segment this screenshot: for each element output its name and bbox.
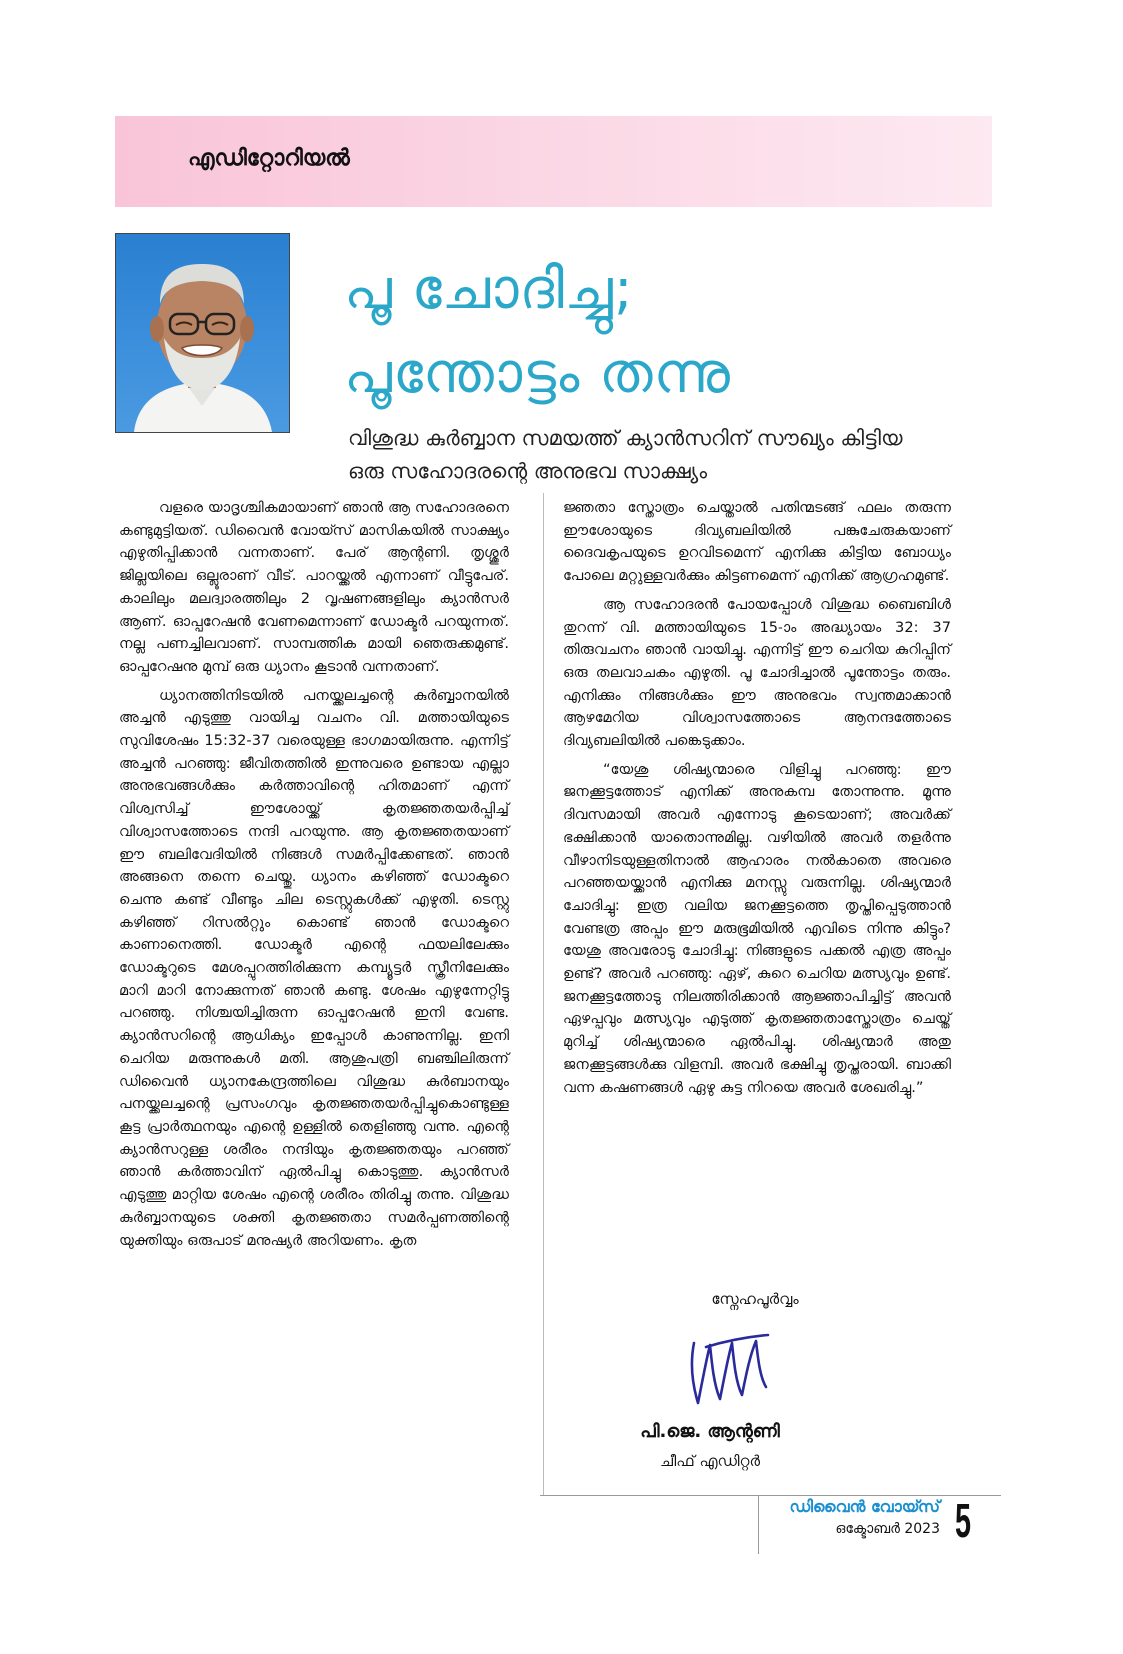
author-photo bbox=[115, 233, 290, 433]
body-paragraph: ധ്യാനത്തിനിടയിൽ പനയ്ക്കലച്ചന്റെ കുർബ്ബാനയിൽ അച്ചൻ എടുത്തു വായിച്ച വചനം വി. മത്തായിയുടെ സുവിശേഷം 15:32-37 വരെയുള്ള ഭാഗമായിരുന്നു. എന്നിട്ട് അച്ചൻ പറഞ്ഞു: ജീവിതത്തിൽ ഇന്നുവരെ ഉണ്ടായ എല്ലാ അനുഭവങ്ങൾക്കും കർത്താവിന്റെ ഹിതമാണ് എന്ന് വിശ്വസിച്ച് ഈശോയ്ക്ക് കൃതജ്ഞതയർപ്പിച്ച് വിശ്വാസത്തോടെ നന്ദി പറയുന്നു. ആ കൃതജ്ഞതയാണ് ഈ ബലിവേദിയിൽ നിങ്ങൾ സമർപ്പിക്കേണ്ടത്. ഞാൻ അങ്ങനെ തന്നെ ചെയ്തു. ധ്യാനം കഴിഞ്ഞ് ഡോക്ടറെ ചെന്നു കണ്ട് വീണ്ടും ചില ടെസ്റ്റുകൾക്ക് എഴുതി. ടെസ്റ്റു കഴിഞ്ഞ് റിസൽറ്റും കൊണ്ട് ഞാൻ ഡോക്ടറെ കാണാനെത്തി. ഡോക്ടർ എന്റെ ഫയലിലേക്കും ഡോക്ടറുടെ മേശപ്പുറത്തിരിക്കുന്ന കമ്പ്യൂട്ടർ സ്ക്രീനിലേക്കും മാറി മാറി നോക്കുന്നത് ഞാൻ കണ്ടു. ശേഷം എഴുന്നേറ്റിട്ടു പറഞ്ഞു. നിശ്ചയിച്ചിരുന്ന ഓപ്പറേഷൻ ഇനി വേണ്ട. ക്യാൻസറിന്റെ ആധിക്യം ഇപ്പോൾ കാണുന്നില്ല. ഇനി ചെറിയ മരുന്നുകൾ മതി. ആശുപത്രി ബഞ്ചിലിരുന്ന് ഡിവൈൻ ധ്യാനകേന്ദ്രത്തിലെ വിശുദ്ധ കുർബാനയും പനയ്ക്കലച്ചന്റെ പ്രസംഗവും കൃതജ്ഞതയർപ്പിച്ചുകൊണ്ടുള്ള കൂട്ട പ്രാർത്ഥനയും എന്റെ ഉള്ളിൽ തെളിഞ്ഞു വന്നു. എന്റെ ക്യാൻസറുള്ള ശരീരം നന്ദിയും കൃതജ്ഞതയും പറഞ്ഞ് ഞാൻ കർത്താവിന് ഏൽപിച്ചു കൊടുത്തു. ക്യാൻസർ എടുത്തു മാറ്റിയ ശേഷം എന്റെ ശരീരം തിരിച്ചു തന്നു. വിശുദ്ധ കുർബ്ബാനയുടെ ശക്തി കൃതജ്ഞതാ സമർപ്പണത്തിന്റെ യുക്തിയും ഒരുപാട് മനുഷ്യർ അറിയണം. കൃത bbox=[119, 686, 509, 1249]
body-paragraph: ജ്ഞതാ സ്തോത്രം ചെയ്താൽ പതിന്മടങ്ങ് ഫലം തരുന്ന ഈശോയുടെ ദിവ്യബലിയിൽ പങ്കുചേരുകയാണ് ദൈവകൃപയുടെ ഉറവിടമെന്ന് എനിക്കു കിട്ടിയ ബോധ്യം പോലെ മറ്റുള്ളവർക്കും കിട്ടണമെന്ന് എനിക്ക് ആഗ്രഹമുണ്ട്. bbox=[563, 499, 951, 585]
article-subtitle-line-2: ഒരു സഹോദരന്റെ അനുഭവ സാക്ഷ്യം bbox=[348, 459, 708, 483]
article-title bbox=[344, 248, 964, 416]
author-name: പി.ജെ. ആന്റണി bbox=[640, 1421, 780, 1442]
author-role: ചീഫ് എഡിറ്റർ bbox=[659, 1452, 761, 1470]
magazine-name: ഡിവൈൻ വോയ്സ് bbox=[789, 1497, 940, 1516]
column-divider bbox=[543, 493, 544, 1496]
body-paragraph: വളരെ യാദൃശ്ചികമായാണ് ഞാൻ ആ സഹോദരനെ കണ്ടുമുട്ടിയത്. ഡിവൈൻ വോയ്സ് മാസികയിൽ സാക്ഷ്യം എഴുതിപ്പിക്കാൻ വന്നതാണ്. പേര് ആന്റണി. തൃശ്ശൂർ ജില്ലയിലെ ഒല്ലൂരാണ് വീട്. പാറയ്ക്കൽ എന്നാണ് വീട്ടുപേര്. കാലിലും മലദ്വാരത്തിലും 2 വൃഷണങ്ങളിലും ക്യാൻസർ ആണ്. ഓപ്പറേഷൻ വേണമെന്നാണ് ഡോക്ടർ പറയുന്നത്. നല്ല പണച്ചിലവാണ്. സാമ്പത്തിക മായി ഞെരുക്കമുണ്ട്. ഓപ്പറേഷനു മുമ്പ് ഒരു ധ്യാനം കൂടാൻ വന്നതാണ്. bbox=[119, 499, 509, 675]
author-portrait-illustration bbox=[116, 234, 289, 432]
issue-date: ഒക്ടോബർ 2023 bbox=[835, 1521, 940, 1537]
article-subtitle-line-1: വിശുദ്ധ കുർബ്ബാന സമയത്ത് ക്യാൻസറിന് സൗഖ്യം കിട്ടിയ bbox=[348, 426, 903, 450]
signoff-text: സ്നേഹപൂർവ്വം bbox=[711, 1290, 799, 1308]
article-title-line-2: പൂന്തോട്ടം തന്നു bbox=[344, 341, 731, 406]
page-number: 5 bbox=[955, 1495, 972, 1548]
footer-vertical-rule bbox=[758, 1496, 759, 1554]
article-subtitle bbox=[348, 422, 968, 488]
article-column-right bbox=[563, 497, 951, 1099]
article-title-line-1: പൂ ചോദിച്ചു; bbox=[344, 257, 634, 322]
footer-rule bbox=[540, 1495, 1001, 1496]
scripture-quote: “യേശു ശിഷ്യന്മാരെ വിളിച്ചു പറഞ്ഞു: ഈ ജനക്കൂട്ടത്തോട് എനിക്ക് അനുകമ്പ തോന്നുന്നു. മൂന്നു ദിവസമായി അവർ എന്നോടു കൂടെയാണ്; അവർക്ക് ഭക്ഷിക്കാൻ യാതൊന്നുമില്ല. വഴിയിൽ അവർ തളർന്നു വീഴാനിടയുള്ളതിനാൽ ആഹാരം നൽകാതെ അവരെ പറഞ്ഞയയ്ക്കാൻ എനിക്കു മനസ്സു വരുന്നില്ല. ശിഷ്യന്മാർ ചോദിച്ചു: ഇത്ര വലിയ ജനക്കൂട്ടത്തെ തൃപ്തിപ്പെടുത്താൻ വേണ്ടത്ര അപ്പം ഈ മരുഭൂമിയിൽ എവിടെ നിന്നു കിട്ടും? യേശു അവരോടു ചോദിച്ചു: നിങ്ങളുടെ പക്കൽ എത്ര അപ്പം ഉണ്ട്? അവർ പറഞ്ഞു: ഏഴ്, കുറെ ചെറിയ മത്സ്യവും ഉണ്ട്. ജനക്കൂട്ടത്തോടു നിലത്തിരിക്കാൻ ആജ്ഞാപിച്ചിട്ട് അവൻ ഏഴപ്പവും മത്സ്യവും എടുത്ത് കൃതജ്ഞതാസ്തോത്രം ചെയ്ത് മുറിച്ച് ശിഷ്യന്മാരെ ഏൽപിച്ചു. ശിഷ്യന്മാർ അതു ജനക്കൂട്ടങ്ങൾക്കു വിളമ്പി. അവർ ഭക്ഷിച്ചു തൃപ്തരായി. ബാക്കി വന്ന കഷണങ്ങൾ ഏഴു കുട്ട നിറയെ അവർ ശേഖരിച്ചു.” bbox=[563, 760, 951, 1096]
body-paragraph: ആ സഹോദരൻ പോയപ്പോൾ വിശുദ്ധ ബൈബിൾ തുറന്ന് വി. മത്തായിയുടെ 15-ാം അദ്ധ്യായം 32: 37 തിരുവചനം ഞാൻ വായിച്ചു. എന്നിട്ട് ഈ ചെറിയ കുറിപ്പിന് ഒരു തലവാചകം എഴുതി. പൂ ചോദിച്ചാൽ പൂന്തോട്ടം തരും. എനിക്കും നിങ്ങൾക്കും ഈ അനുഭവം സ്വന്തമാക്കാൻ ആഴമേറിയ വിശ്വാസത്തോടെ ആനന്ദത്തോടെ ദിവ്യബലിയിൽ പങ്കെടുക്കാം. bbox=[563, 595, 951, 750]
section-label: എഡിറ്റോറിയൽ bbox=[188, 146, 350, 171]
article-column-left bbox=[119, 497, 509, 1252]
signature-icon bbox=[676, 1313, 786, 1413]
